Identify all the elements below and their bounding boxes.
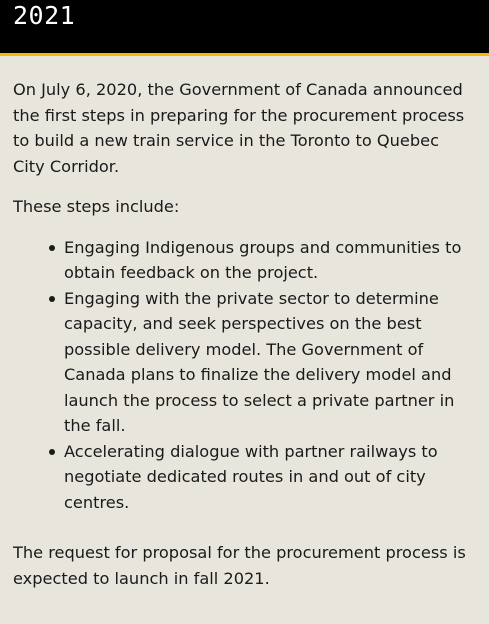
bullet-icon bbox=[49, 449, 55, 455]
list-item-text: Accelerating dialogue with partner railways to negotiate dedicated routes in and out of city centres. bbox=[64, 441, 438, 512]
steps-lead-paragraph: These steps include: bbox=[13, 197, 180, 216]
intro-paragraph: On July 6, 2020, the Government of Canada announced the first steps in preparing for the procurement process to build a new train service in the Toronto to Quebec City Corridor. bbox=[13, 80, 465, 176]
list-item bbox=[64, 235, 471, 286]
page-header bbox=[0, 0, 489, 56]
page-title: 2021 bbox=[13, 1, 76, 30]
list-item bbox=[64, 286, 471, 439]
list-item bbox=[64, 439, 471, 516]
list-item-text: Engaging with the private sector to determine capacity, and seek perspectives on the best possible delivery model. The Government of Canada plans to finalize the delivery model and launch the process to select a private partner in the fall. bbox=[64, 288, 455, 435]
list-item-text: Engaging Indigenous groups and communities to obtain feedback on the project. bbox=[64, 237, 462, 282]
steps-list bbox=[13, 235, 471, 516]
bullet-icon bbox=[49, 245, 55, 251]
closing-paragraph: The request for proposal for the procurement process is expected to launch in fall 2021. bbox=[13, 543, 466, 588]
article-body bbox=[13, 77, 471, 591]
bullet-icon bbox=[49, 296, 55, 302]
